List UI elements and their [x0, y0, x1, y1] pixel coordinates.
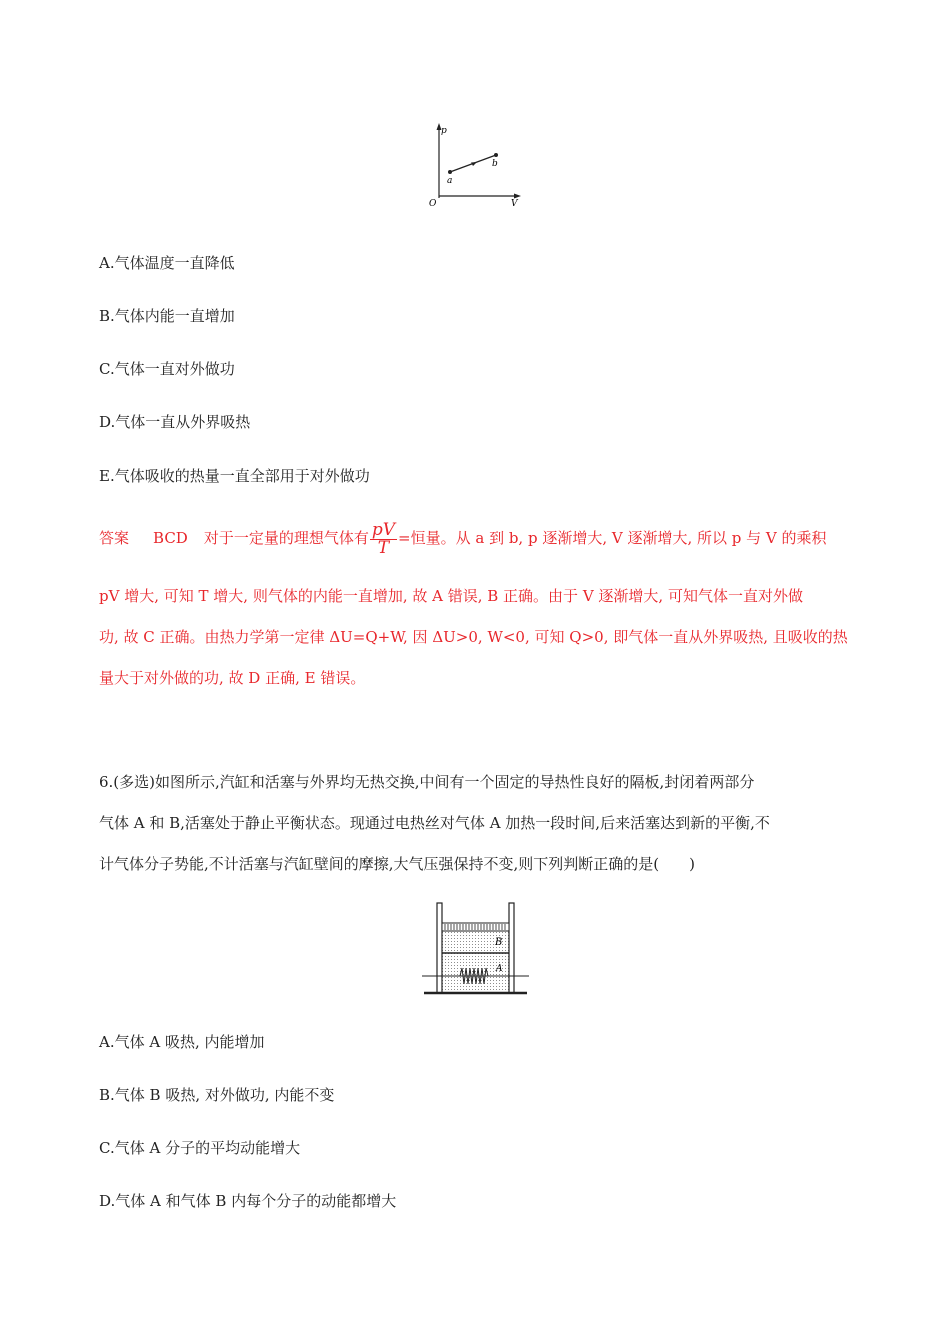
q5-answer-line4: 量大于对外做的功, 故 D 正确, E 错误。	[99, 669, 366, 687]
answer-choice: BCD	[153, 529, 188, 547]
pv-graph	[425, 120, 525, 210]
pv-over-t-fraction: $\frac{pV}{T}$	[371, 519, 396, 558]
q6-option-c: C.气体 A 分子的平均动能增大	[99, 1139, 301, 1157]
q5-option-d: D.气体一直从外界吸热	[99, 413, 251, 431]
q5-answer-line1	[99, 518, 827, 558]
axis-p-label: p	[441, 126, 447, 136]
q6-stem-line3: 计气体分子势能,不计活塞与汽缸壁间的摩擦,大气压强保持不变,则下列判断正确的是( )	[99, 855, 696, 873]
q5-option-a: A.气体温度一直降低	[99, 254, 235, 272]
gas-a-label: A	[496, 964, 503, 974]
q5-answer-line3: 功, 故 C 正确。由热力学第一定律 ΔU=Q+W, 因 ΔU>0, W<0, 可知 Q>0, 即气体一直从外界吸热, 且吸收的热	[99, 628, 848, 646]
gas-b-label: B	[495, 937, 503, 948]
point-b-label: b	[492, 159, 498, 169]
q6-option-b: B.气体 B 吸热, 对外做功, 内能不变	[99, 1086, 335, 1104]
answer-intro: 对于一定量的理想气体有	[203, 529, 369, 547]
q5-option-e: E.气体吸收的热量一直全部用于对外做功	[99, 467, 370, 485]
q5-answer-line2: pV 增大, 可知 T 增大, 则气体的内能一直增加, 故 A 错误, B 正确。由于 V 逐渐增大, 可知气体一直对外做	[99, 587, 803, 605]
origin-label: O	[429, 199, 437, 209]
q5-option-c: C.气体一直对外做功	[99, 360, 235, 378]
q6-option-a: A.气体 A 吸热, 内能增加	[99, 1033, 265, 1051]
answer-after: =恒量。从 a 到 b, p 逐渐增大, V 逐渐增大, 所以 p 与 V 的乘积	[398, 529, 827, 547]
point-a-label: a	[447, 176, 453, 186]
q6-option-d: D.气体 A 和气体 B 内每个分子的动能都增大	[99, 1192, 397, 1210]
cylinder-figure	[420, 898, 530, 998]
axis-v-label: V	[511, 199, 518, 209]
q6-stem-line2: 气体 A 和 B,活塞处于静止平衡状态。现通过电热丝对气体 A 加热一段时间,后来活塞达到新的平衡,不	[99, 814, 770, 832]
q6-stem-line1: 6.(多选)如图所示,汽缸和活塞与外界均无热交换,中间有一个固定的导热性良好的隔板,封闭着两部分	[99, 773, 755, 791]
q5-option-b: B.气体内能一直增加	[99, 307, 235, 325]
answer-label: 答案	[99, 529, 130, 547]
